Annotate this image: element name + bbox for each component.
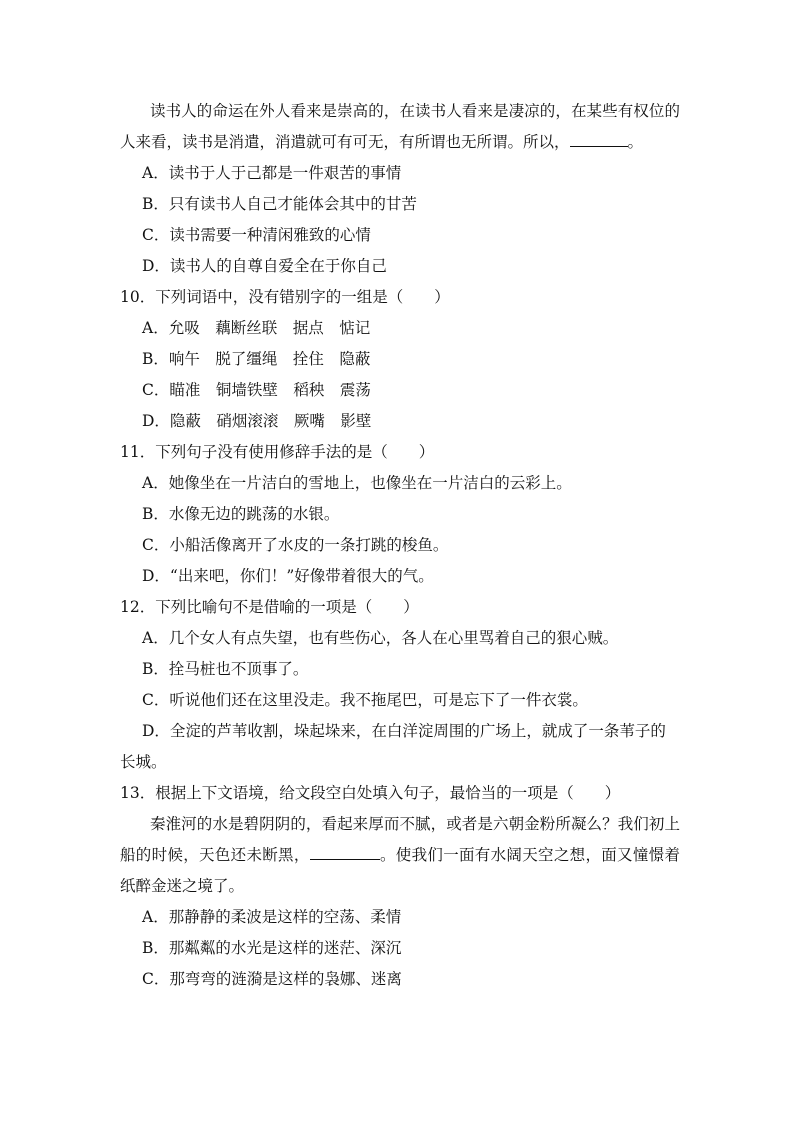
page-content bbox=[120, 96, 680, 995]
q12-title: 12．下列比喻句不是借喻的一项是（ ） bbox=[120, 598, 419, 616]
q11-option-a: A．她像坐在一片洁白的雪地上，也像坐在一片洁白的云彩上。 bbox=[142, 474, 572, 492]
q11-option-d: D．“出来吧，你们！”好像带着很大的气。 bbox=[142, 567, 434, 585]
q12-option-d-continuation: 长城。 bbox=[120, 753, 167, 771]
q13-option-a: A．那静静的柔波是这样的空荡、柔情 bbox=[142, 908, 402, 926]
q13-passage-end: 。使我们一面有水阔天空之想，面又憧憬着纸醉金迷之境了。 bbox=[120, 846, 680, 895]
q9-stem bbox=[120, 96, 680, 158]
q10-option-d: D．隐蔽 硝烟滚滚 厥嘴 影壁 bbox=[142, 412, 372, 430]
q10-option-b: B．响午 脱了缰绳 拴住 隐蔽 bbox=[142, 350, 371, 368]
q13-passage bbox=[120, 809, 680, 902]
q13-option-c: C．那弯弯的涟漪是这样的袅娜、迷离 bbox=[142, 970, 402, 988]
answer-blank bbox=[310, 843, 380, 860]
q10-option-a: A．允吸 藕断丝联 据点 惦记 bbox=[142, 319, 371, 337]
q11-title: 11．下列句子没有使用修辞手法的是（ ） bbox=[120, 443, 435, 461]
q13-option-b: B．那粼粼的水光是这样的迷茫、深沉 bbox=[142, 939, 402, 957]
q11-option-c: C．小船活像离开了水皮的一条打跳的梭鱼。 bbox=[142, 536, 449, 554]
q12-option-c: C．听说他们还在这里没走。我不拖尾巴，可是忘下了一件衣裳。 bbox=[142, 691, 588, 709]
q9-option-c: C．读书需要一种清闲雅致的心情 bbox=[142, 226, 371, 244]
q12-option-d: D．全淀的芦苇收割，垛起垛来，在白洋淀周围的广场上，就成了一条苇子的 bbox=[142, 722, 666, 740]
q9-stem-end: 。 bbox=[627, 133, 644, 151]
q13-passage-text: 秦淮河的水是碧阴阴的，看起来厚而不腻，或者是六朝金粉所凝么？我们初上船的时候，天色还未断黑， bbox=[120, 815, 680, 864]
q12-option-b: B．拴马桩也不顶事了。 bbox=[142, 660, 309, 678]
q10-option-c: C．瞄准 铜墙铁壁 稻秧 震荡 bbox=[142, 381, 371, 399]
q13-title: 13．根据上下文语境，给文段空白处填入句子，最恰当的一项是（ ） bbox=[120, 784, 621, 802]
q9-stem-text: 读书人的命运在外人看来是崇高的，在读书人看来是凄凉的，在某些有权位的人来看，读书是消遣，消遣就可有可无，有所谓也无所谓。所以， bbox=[120, 102, 680, 151]
q9-option-b: B．只有读书人自己才能体会其中的甘苦 bbox=[142, 195, 417, 213]
q9-option-d: D．读书人的自尊自爱全在于你自己 bbox=[142, 257, 387, 275]
q12-option-a: A．几个女人有点失望，也有些伤心，各人在心里骂着自己的狠心贼。 bbox=[142, 629, 619, 647]
answer-blank bbox=[570, 130, 628, 147]
q10-title: 10．下列词语中，没有错别字的一组是（ ） bbox=[120, 288, 450, 306]
q9-option-a: A．读书于人于己都是一件艰苦的事情 bbox=[142, 164, 402, 182]
q11-option-b: B．水像无边的跳荡的水银。 bbox=[142, 505, 340, 523]
